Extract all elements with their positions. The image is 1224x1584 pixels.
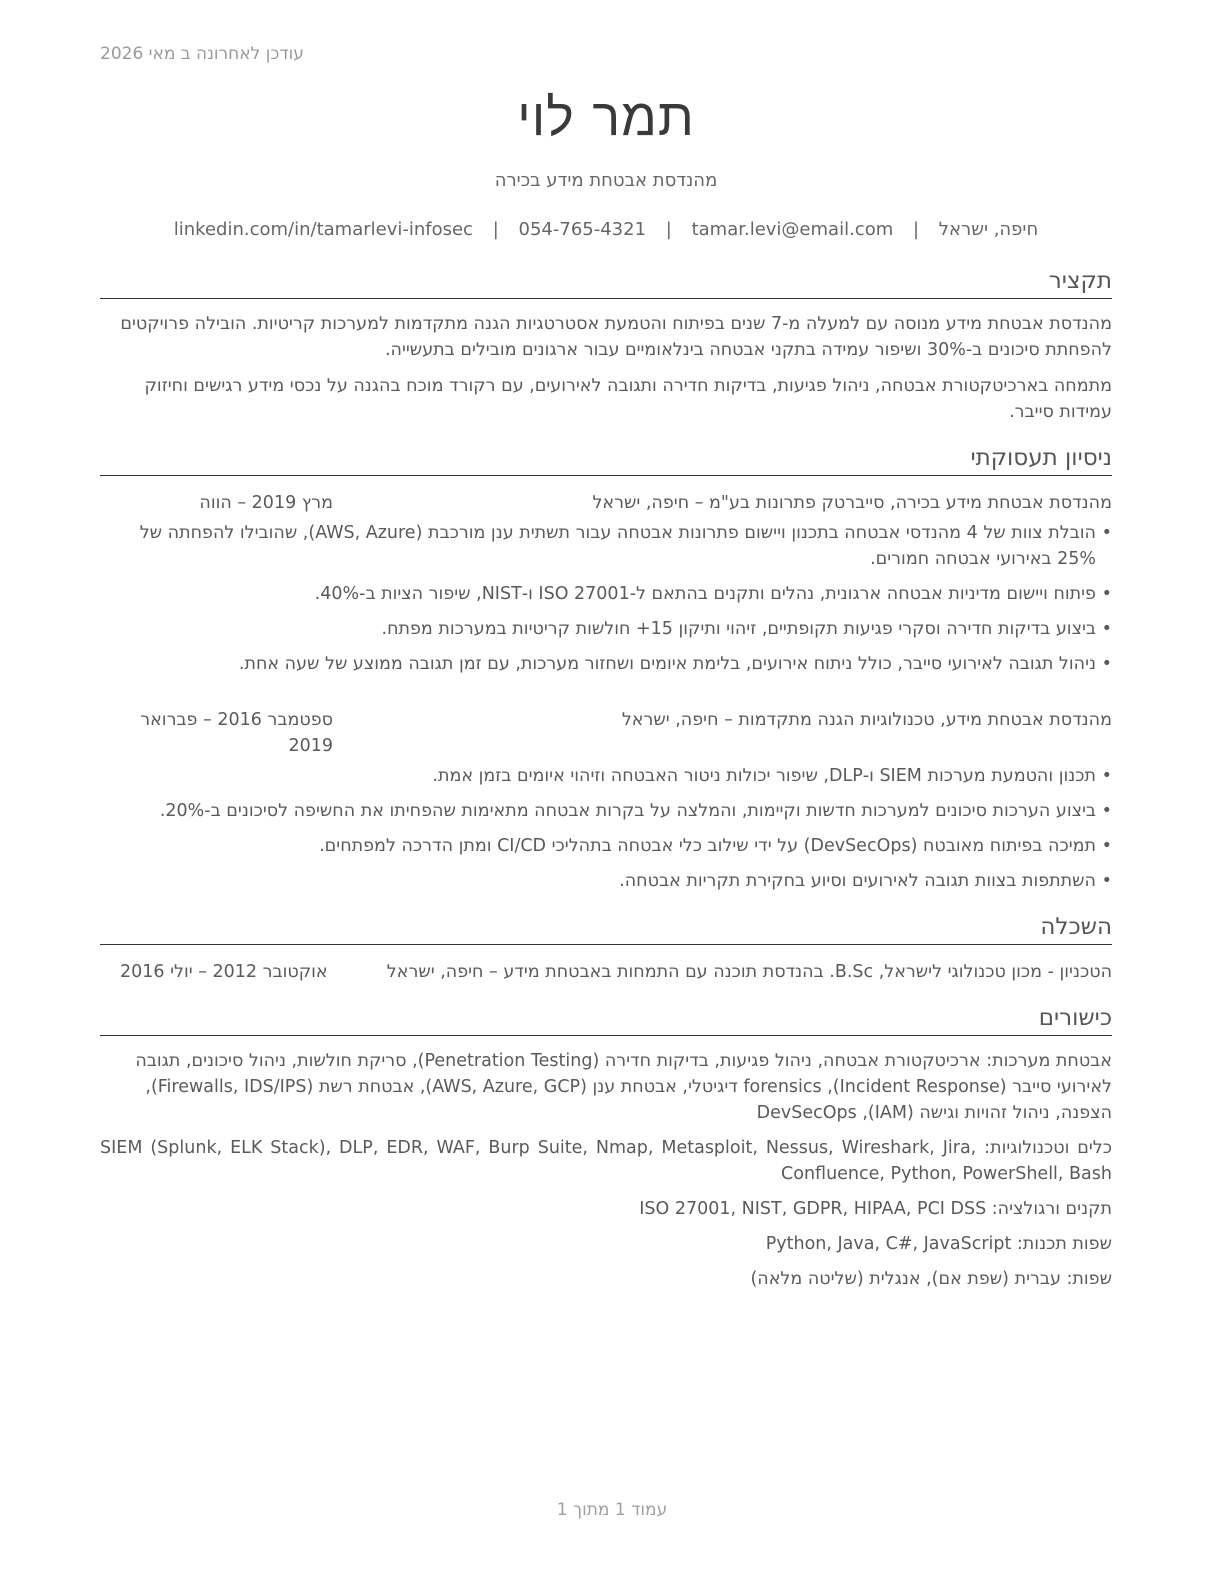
skills-line: שפות תכנות: Python, Java, C#, JavaScript: [765, 1234, 1112, 1254]
skills-line: שפות: עברית (שפת אם), אנגלית (שליטה מלאה): [750, 1269, 1112, 1289]
education-institution: הטכניון - מכון טכנולוגי לישראל, B.Sc. בהנדסת תוכנה עם התמחות באבטחת מידע – חיפה, ישראל: [386, 962, 1112, 982]
job-title: מהנדסת אבטחת מידע בכירה, סייברטק פתרונות בע"מ – חיפה, ישראל: [592, 493, 1112, 513]
job-bullet: • פיתוח ויישום מדיניות אבטחה ארגונית, נהלים ותקנים בהתאם ל-ISO 27001 ו-NIST, שיפור הציות ב-40%.: [100, 581, 1112, 607]
page-footer: עמוד 1 מתוך 1: [556, 1500, 668, 1520]
section-title-education: השכלה: [100, 912, 1112, 945]
contact-phone[interactable]: 054-765-4321: [518, 219, 647, 240]
skills-line: אבטחת מערכות: ארכיטקטורת אבטחה, ניהול פגיעות, בדיקות חדירה (Penetration Testing), סריקת חולשות, ניהול סיכונים, תגובה לאירועי סייבר (Incident Response), forensics דיגיטלי, אבטחת ענן (AWS, Azure, GCP), אבטחת רשת (Firewalls, IDS/IPS), הצפנה, ניהול זהויות וגישה (IAM), DevSecOps: [135, 1051, 1112, 1123]
job-bullet: • ביצוע בדיקות חדירה וסקרי פגיעות תקופתיים, זיהוי ותיקון 15+ חולשות קריטיות במערכות מפתח.: [100, 616, 1112, 642]
summary-paragraph: מהנדסת אבטחת מידע מנוסה עם למעלה מ-7 שנים בפיתוח והטמעת אסטרטגיות הגנה מתקדמות למערכות קריטיות. הובילה פרויקטים להפחתת סיכונים ב-30% ושיפור עמידה בתקני אבטחה בינלאומיים עבור ארגונים מובילים בתעשייה.: [120, 314, 1112, 360]
contact-email[interactable]: tamar.levi@email.com: [691, 219, 894, 240]
job-bullets: [100, 520, 1112, 677]
job-header: [100, 490, 1112, 516]
education-dates: אוקטובר 2012 – יולי 2016: [120, 962, 328, 982]
job-bullet: • השתתפות בצוות תגובה לאירועים וסיוע בחקירת תקריות אבטחה.: [100, 868, 1112, 894]
job-bullet: • תכנון והטמעת מערכות SIEM ו-DLP, שיפור יכולות ניטור האבטחה וזיהוי איומים בזמן אמת.: [100, 763, 1112, 789]
job-bullets: [100, 763, 1112, 894]
contact-location: חיפה, ישראל: [938, 219, 1039, 240]
contact-separator: |: [665, 219, 672, 240]
section-title-skills: כישורים: [100, 1003, 1112, 1036]
job-header: [100, 707, 1112, 759]
contact-separator: |: [912, 219, 920, 240]
contact-line: [100, 219, 1112, 240]
skills-line: תקנים ורגולציה: ISO 27001, NIST, GDPR, HIPAA, PCI DSS: [639, 1199, 1112, 1219]
job-title: מהנדסת אבטחת מידע, טכנולוגיות הגנה מתקדמות – חיפה, ישראל: [621, 710, 1112, 730]
candidate-name: תמר לוי: [517, 88, 695, 148]
education-entry: [100, 959, 1112, 985]
job-bullet: • ניהול תגובה לאירועי סייבר, כולל ניתוח אירועים, בלימת איומים ושחזור מערכות, עם זמן תגובה ממוצע של שעה אחת.: [100, 651, 1112, 677]
candidate-headline: מהנדסת אבטחת מידע בכירה: [494, 170, 718, 191]
section-title-summary: תקציר: [100, 266, 1112, 299]
job-bullet: • הובלת צוות של 4 מהנדסי אבטחה בתכנון ויישום פתרונות אבטחה עבור תשתית ענן מורכבת (AWS, Azure), שהובילו להפחתה של 25% באירועי אבטחה חמורים.: [100, 520, 1112, 572]
summary-paragraph: מתמחה בארכיטקטורת אבטחה, ניהול פגיעות, בדיקות חדירה ותגובה לאירועים, עם רקורד מוכח בהגנה על נכסי מידע רגישים וחיזוק עמידות סייבר.: [144, 376, 1112, 422]
section-title-experience: ניסיון תעסוקתי: [100, 443, 1112, 476]
resume-page: [100, 86, 1112, 1292]
job-dates: מרץ 2019 – הווה: [199, 493, 333, 513]
contact-linkedin[interactable]: linkedin.com/in/tamarlevi-infosec: [173, 219, 473, 240]
contact-separator: |: [492, 219, 499, 240]
job-bullet: • ביצוע הערכות סיכונים למערכות חדשות וקיימות, והמלצה על בקרות אבטחה מתאימות שהפחיתו את החשיפה לסיכונים ב-20%.: [100, 798, 1112, 824]
skills-line: כלים וטכנולוגיות: SIEM (Splunk, ELK Stack), DLP, EDR, WAF, Burp Suite, Nmap, Metasploit, Nessus, Wireshark, Jira, Confluence, Python, PowerShell, Bash: [100, 1138, 1112, 1184]
job-bullet: • תמיכה בפיתוח מאובטח (DevSecOps) על ידי שילוב כלי אבטחה בתהליכי CI/CD ומתן הדרכה למפתחים.: [100, 833, 1112, 859]
last-updated-note: עודכן לאחרונה ב מאי 2026: [100, 44, 304, 64]
job-dates: ספטמבר 2016 – פברואר 2019: [140, 710, 333, 756]
